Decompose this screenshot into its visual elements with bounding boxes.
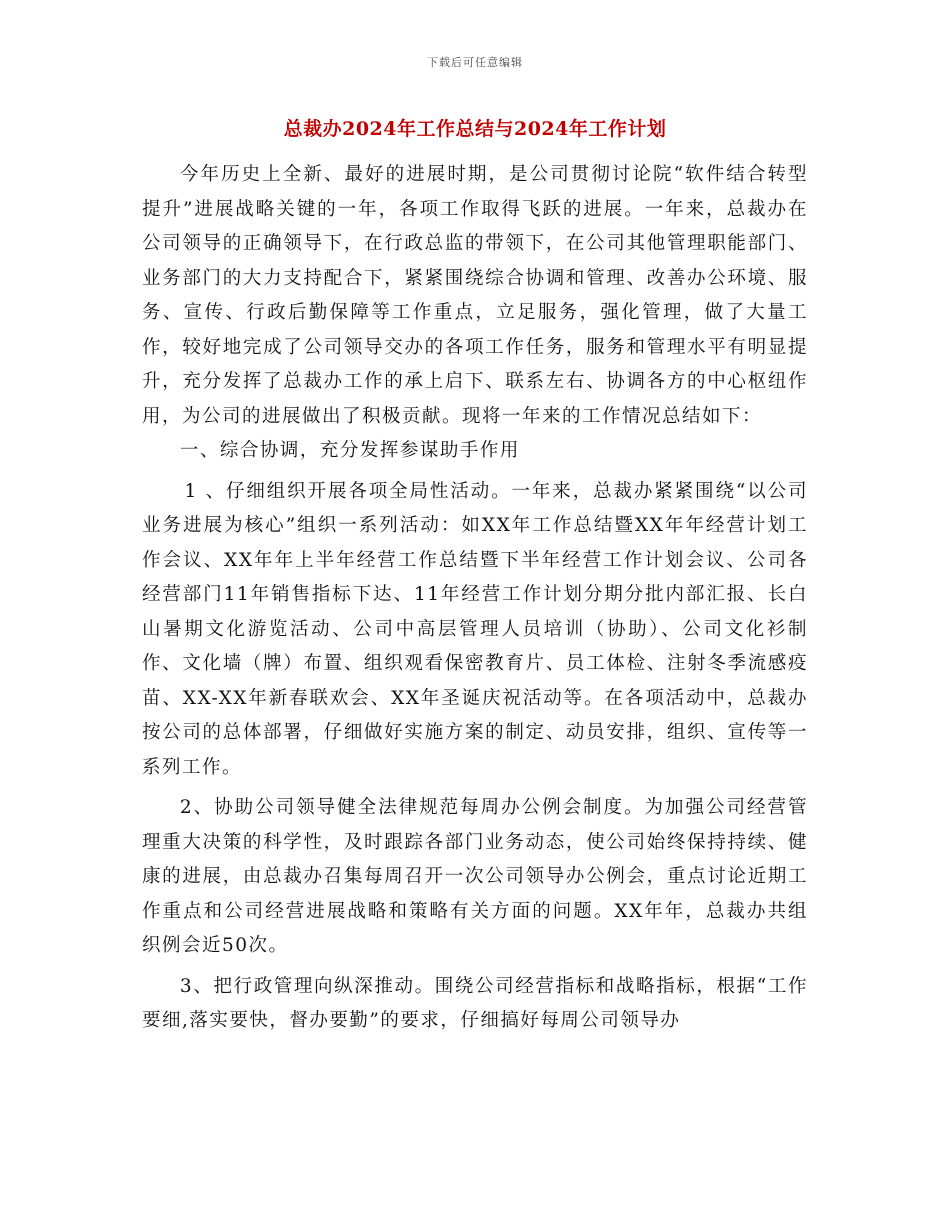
item-paragraph-2: 2、协助公司领导健全法律规范每周办公例会制度。为加强公司经营管理重大决策的科学性，及时跟踪各部门业务动态，使公司始终保持持续、健康的进展，由总裁办召集每周召开一次公司领导办公例会，重点讨论近期工作重点和公司经营进展战略和策略有关方面的问题。XX年年，总裁办共组织例会近50次。 (142, 797, 808, 956)
intro-paragraph: 今年历史上全新、最好的进展时期，是公司贯彻讨论院“软件结合转型提升”进展战略关键的一年，各项工作取得飞跃的进展。一年来，总裁办在公司领导的正确领导下，在行政总监的带领下，在公司其他管理职能部门、业务部门的大力支持配合下，紧紧围绕综合协调和管理、改善办公环境、服务、宣传、行政后勤保障等工作重点，立足服务，强化管理，做了大量工作，较好地完成了公司领导交办的各项工作任务，服务和管理水平有明显提升，充分发挥了总裁办工作的承上启下、联系左右、协调各方的中心枢纽作用，为公司的进展做出了积极贡献。现将一年来的工作情况总结如下： (142, 164, 808, 427)
document-body (142, 158, 808, 1039)
document-title: 总裁办2024年工作总结与2024年工作计划 (283, 118, 667, 140)
item-paragraph-1: 1 、仔细组织开展各项全局性活动。一年来，总裁办紧紧围绕“以公司业务进展为核心”组织一系列活动：如XX年工作总结暨XX年年经营计划工作会议、XX年年上半年经营工作总结暨下半年经营工作计划会议、公司各经营部门11年销售指标下达、11年经营工作计划分期分批内部汇报、长白山暑期文化游览活动、公司中高层管理人员培训（协助）、公司文化衫制作、文化墙（牌）布置、组织观看保密教育片、员工体检、注射冬季流感疫苗、XX-XX年新春联欢会、XX年圣诞庆祝活动等。在各项活动中，总裁办按公司的总体部署，仔细做好实施方案的制定、动员安排，组织、宣传等一系列工作。 (142, 480, 808, 778)
section-heading-1: 一、综合协调，充分发挥参谋助手作用 (179, 440, 520, 461)
item-paragraph-3: 3、把行政管理向纵深推动。围绕公司经营指标和战略指标，根据“工作要细,落实要快，督办要勤”的要求，仔细搞好每周公司领导办 (142, 975, 808, 1031)
header-note: 下载后可任意编辑 (427, 56, 523, 69)
